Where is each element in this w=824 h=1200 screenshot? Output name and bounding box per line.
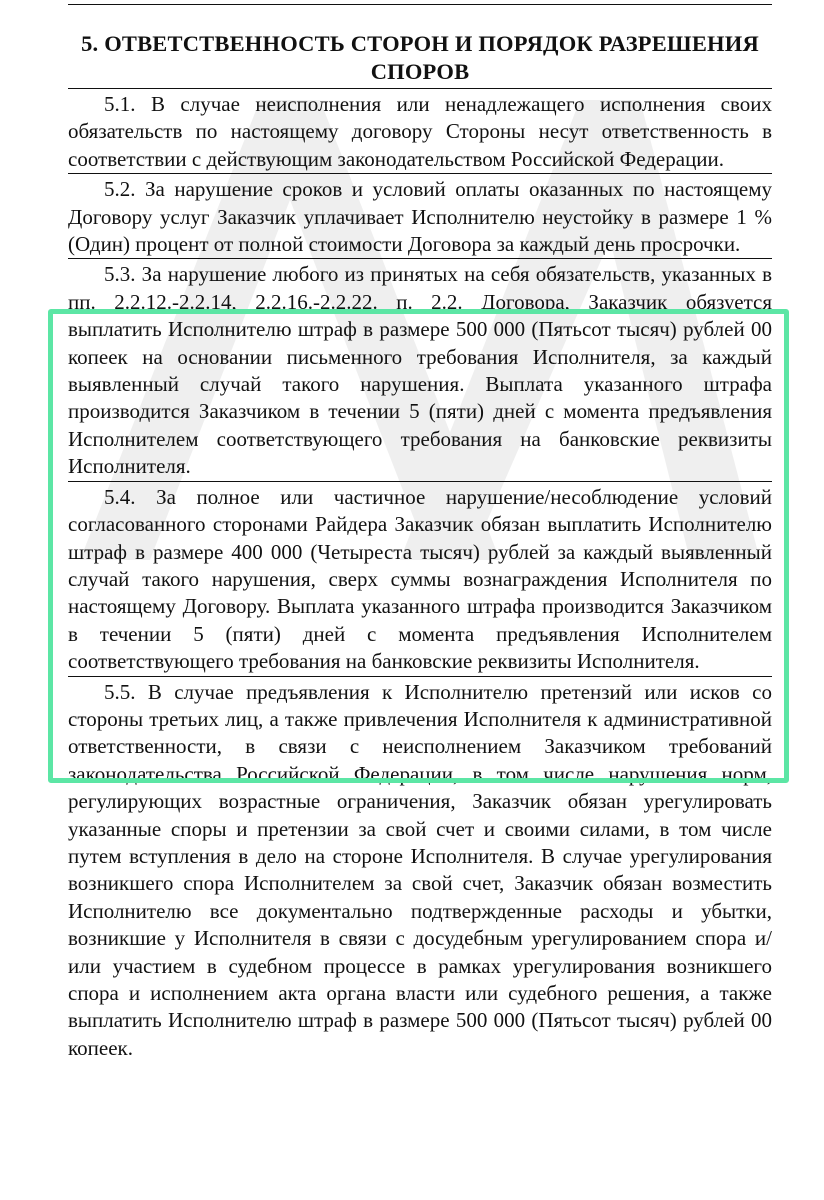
contract-section [68, 30, 772, 1062]
clause-5-5: 5.5. В случае предъявления к Исполнителю претензий или исков со стороны третьих лиц, а также привлечения Исполнителя к административной ответственности, в связи с неисполнением Заказчиком требований законодательства Российской Федерации, в том числе нарушения норм, регулирующих возрастные ограничения, Заказчик обязан урегулировать указанные споры и претензии за свой счет и своими силами, в том числе путем вступления в дело на стороне Исполнителя. В случае урегулирования возникшего спора Исполнителем за свой счет, Заказчик обязан возместить Исполнителю все документально подтвержденные расходы и убытки, возникшие у Исполнителя в связи с досудебным урегулированием спора и/или участием в судебном процессе в рамках урегулирования возникшего спора и исполнением акта органа власти или судебного решения, а также выплатить Исполнителю штраф в размере 500 000 (Пятьсот тысяч) рублей 00 копеек. [68, 679, 772, 1060]
clause-5-3: 5.3. За нарушение любого из принятых на себя обязательств, указанных в пп. 2.2.12.-2.2.14, 2.2.16.-2.2.22. п. 2.2. Договора, Заказчик обязуется выплатить Исполнителю штраф в размере 500 000 (Пятьсот тысяч) рублей 00 копеек на основании письменного требования Исполнителя, за каждый выявленный случай такого нарушения. Выплата указанного штрафа производится Заказчиком в течении 5 (пяти) дней с момента предъявления Исполнителем соответствующего требования на банковские реквизиты Исполнителя. [68, 259, 772, 481]
top-rule [68, 0, 772, 5]
clause-5-2: 5.2. За нарушение сроков и условий оплаты оказанных по настоящему Договору услуг Заказчик уплачивает Исполнителю неустойку в размере 1 % (Один) процент от полной стоимости Договора за каждый день просрочки. [68, 174, 772, 259]
clause-5-1: 5.1. В случае неисполнения или ненадлежащего исполнения своих обязательств по настоящему договору Стороны несут ответственность в соответствии с действующим законодательством Российской Федерации. [68, 89, 772, 174]
clause-5-4: 5.4. За полное или частичное нарушение/несоблюдение условий согласованного сторонами Райдера Заказчик обязан выплатить Исполнителю штраф в размере 400 000 (Четыреста тысяч) рублей за каждый выявленный случай такого нарушения, сверх суммы вознаграждения Исполнителя по настоящему Договору. Выплата указанного штрафа производится Заказчиком в течении 5 (пяти) дней с момента предъявления Исполнителем соответствующего требования на банковские реквизиты Исполнителя. [68, 482, 772, 677]
section-title: 5. ОТВЕТСТВЕННОСТЬ СТОРОН И ПОРЯДОК РАЗРЕШЕНИЯ СПОРОВ [68, 30, 772, 89]
